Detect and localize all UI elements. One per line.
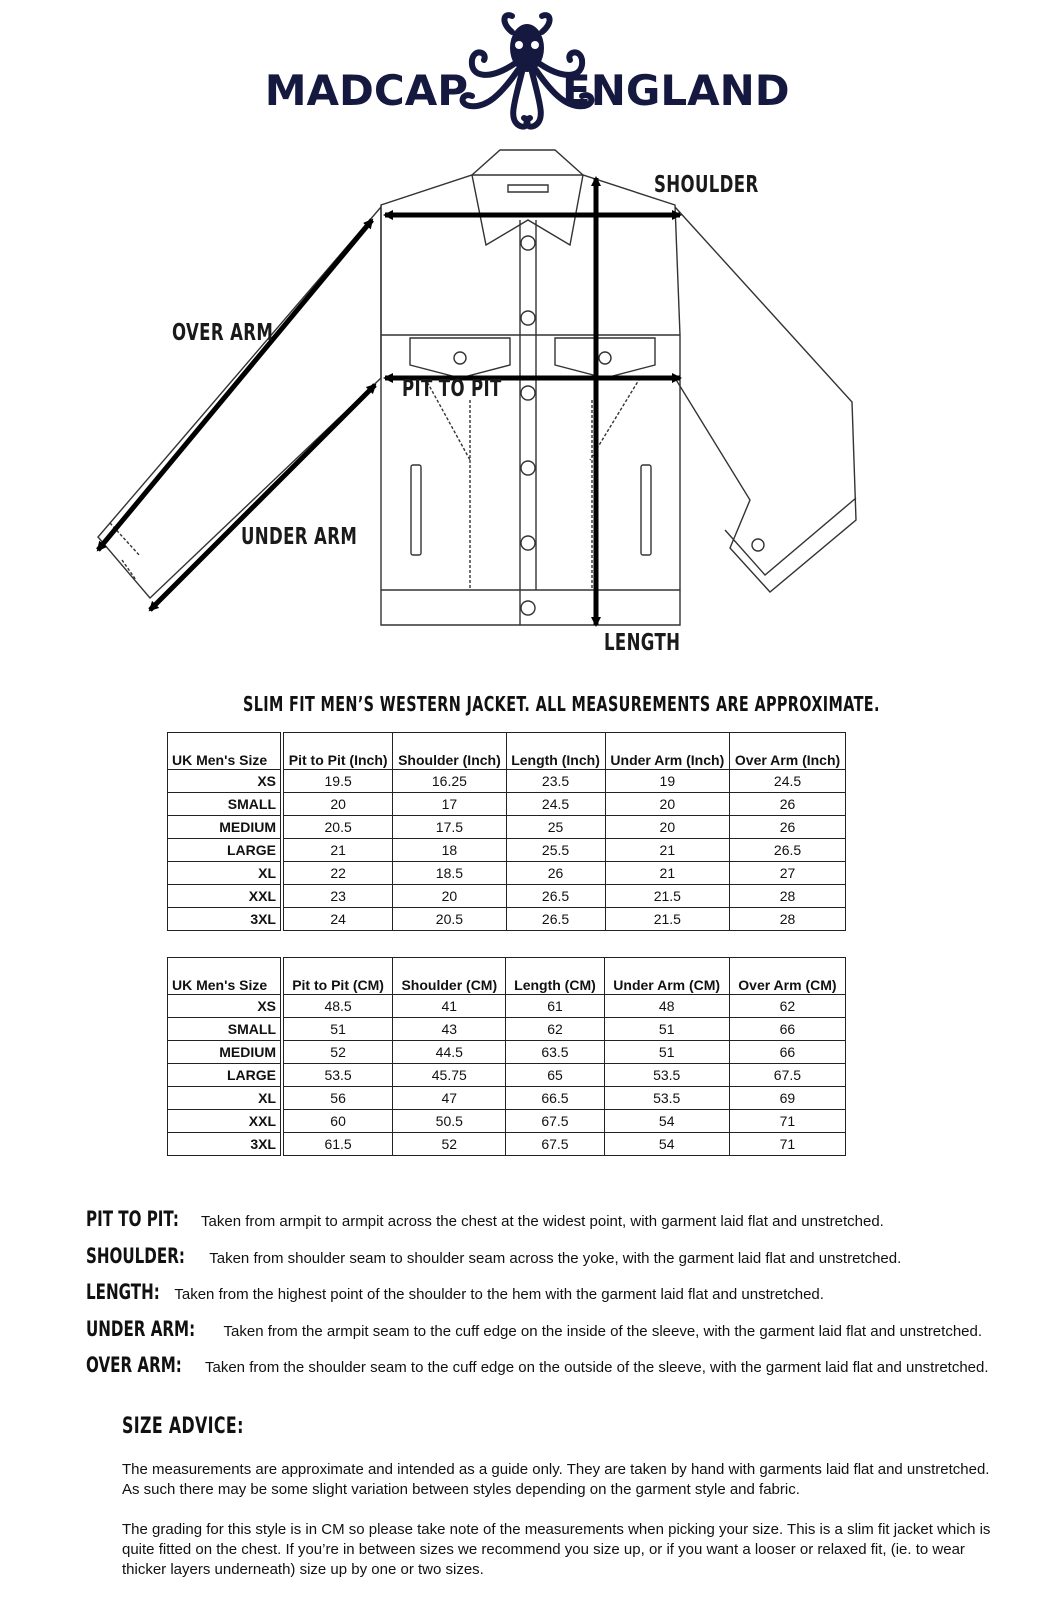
table-row [168, 1041, 846, 1064]
table-cell: 22 [282, 862, 393, 885]
table-cell: 44.5 [393, 1041, 506, 1064]
over-arm-arrow [98, 220, 372, 550]
size-advice-paragraph: The grading for this style is in CM so please take note of the measurements when picking your size. This is a slim fit jacket which is quite fitted on the chest. If you’re in between sizes we recommend you size up, or if you want a looser or relaxed fit, (ie. to wear thicker layers underneath) size up by one or two sizes. [122, 1521, 991, 1578]
table-cell: 66 [729, 1041, 845, 1064]
size-cell: XXL [168, 885, 283, 908]
size-advice-paragraph: The measurements are approximate and intended as a guide only. They are taken by hand with garments laid flat and unstretched. As such there may be some slight variation between styles depending on the garment style and fabric. [122, 1461, 990, 1498]
table-cell: 23 [282, 885, 393, 908]
jacket-diagram [0, 140, 1054, 660]
table-row [168, 1087, 846, 1110]
table-cell: 61 [506, 995, 604, 1018]
table-cell: 25 [506, 816, 605, 839]
size-cell: LARGE [168, 1064, 283, 1087]
table-cell: 19.5 [282, 770, 393, 793]
table-cell: 51 [604, 1018, 729, 1041]
table-cell: 67.5 [729, 1064, 845, 1087]
table-cell: 21 [605, 839, 730, 862]
table-cell: 61.5 [282, 1133, 393, 1156]
table-cell: 21 [282, 839, 393, 862]
header-length: Length (Inch) [506, 733, 605, 770]
table-row [168, 1110, 846, 1133]
table-cell: 67.5 [506, 1133, 604, 1156]
table-cell: 43 [393, 1018, 506, 1041]
table-cell: 18.5 [393, 862, 506, 885]
table-cell: 20.5 [282, 816, 393, 839]
table-cell: 16.25 [393, 770, 506, 793]
table-row [168, 885, 846, 908]
table-cell: 54 [604, 1133, 729, 1156]
size-cell: LARGE [168, 839, 283, 862]
shoulder-label: SHOULDER [654, 172, 759, 198]
table-cell: 18 [393, 839, 506, 862]
table-cell: 20 [605, 793, 730, 816]
table-cell: 52 [282, 1041, 393, 1064]
table-cell: 54 [604, 1110, 729, 1133]
table-cell: 20 [282, 793, 393, 816]
table-cell: 53.5 [282, 1064, 393, 1087]
table-row [168, 1064, 846, 1087]
definition-under-arm [86, 1317, 982, 1341]
table-cell: 51 [604, 1041, 729, 1064]
size-cell: SMALL [168, 1018, 283, 1041]
table-cell: 53.5 [604, 1064, 729, 1087]
brand-logo [0, 8, 1054, 138]
table-header-row [168, 958, 846, 995]
header-under-arm: Under Arm (CM) [604, 958, 729, 995]
table-cell: 62 [506, 1018, 604, 1041]
table-cell: 52 [393, 1133, 506, 1156]
table-cell: 53.5 [604, 1087, 729, 1110]
definition-term: PIT TO PIT: [86, 1207, 179, 1231]
table-cell: 48 [604, 995, 729, 1018]
definition-term: UNDER ARM: [86, 1317, 196, 1341]
header-length: Length (CM) [506, 958, 604, 995]
definition-text: Taken from armpit to armpit across the chest at the widest point, with garment laid flat and unstretched. [201, 1213, 884, 1230]
definition-over-arm [86, 1353, 989, 1377]
brand-right-word: ENGLAND [562, 66, 790, 115]
size-cell: 3XL [168, 908, 283, 931]
table-row [168, 793, 846, 816]
table-cell: 20.5 [393, 908, 506, 931]
table-cell: 20 [605, 816, 730, 839]
table-cell: 26.5 [730, 839, 846, 862]
definition-text: Taken from the armpit seam to the cuff edge on the inside of the sleeve, with the garment laid flat and unstretched. [223, 1323, 983, 1340]
table-cell: 20 [393, 885, 506, 908]
table-cell: 66 [729, 1018, 845, 1041]
table-row [168, 908, 846, 931]
header-size: UK Men's Size [168, 958, 283, 995]
pit-to-pit-label: PIT TO PIT [402, 376, 502, 402]
table-cell: 50.5 [393, 1110, 506, 1133]
table-cell: 69 [729, 1087, 845, 1110]
table-cell: 26 [730, 793, 846, 816]
table-cell: 71 [729, 1133, 845, 1156]
table-cell: 66.5 [506, 1087, 604, 1110]
header-under-arm: Under Arm (Inch) [605, 733, 730, 770]
table-cell: 21 [605, 862, 730, 885]
brand-left-word: MADCAP [264, 66, 468, 115]
over-arm-label: OVER ARM [172, 320, 274, 346]
table-row [168, 1133, 846, 1156]
header-shoulder: Shoulder (Inch) [393, 733, 506, 770]
table-row [168, 770, 846, 793]
definition-text: Taken from the shoulder seam to the cuff edge on the outside of the sleeve, with the garment laid flat and unstretched. [205, 1359, 989, 1376]
definition-text: Taken from the highest point of the shoulder to the hem with the garment laid flat and unstretched. [174, 1286, 824, 1303]
table-cell: 17 [393, 793, 506, 816]
table-cell: 25.5 [506, 839, 605, 862]
size-cell: XS [168, 995, 283, 1018]
under-arm-arrow [150, 385, 375, 610]
header-pit: Pit to Pit (CM) [282, 958, 393, 995]
size-cell: 3XL [168, 1133, 283, 1156]
size-cell: SMALL [168, 793, 283, 816]
under-arm-label: UNDER ARM [241, 524, 358, 550]
definition-term: OVER ARM: [86, 1353, 182, 1377]
table-cell: 48.5 [282, 995, 393, 1018]
table-cell: 26 [730, 816, 846, 839]
table-row [168, 995, 846, 1018]
size-cell: MEDIUM [168, 1041, 283, 1064]
header-pit: Pit to Pit (Inch) [282, 733, 393, 770]
inch-size-table [167, 732, 846, 931]
table-row [168, 1018, 846, 1041]
table-cell: 26.5 [506, 908, 605, 931]
table-cell: 47 [393, 1087, 506, 1110]
table-cell: 56 [282, 1087, 393, 1110]
table-cell: 23.5 [506, 770, 605, 793]
table-row [168, 839, 846, 862]
table-cell: 21.5 [605, 908, 730, 931]
chart-heading: SLIM FIT MEN’S WESTERN JACKET. ALL MEASUREMENTS ARE APPROXIMATE. [243, 692, 880, 716]
size-cell: XL [168, 862, 283, 885]
table-cell: 27 [730, 862, 846, 885]
size-cell: XS [168, 770, 283, 793]
table-cell: 60 [282, 1110, 393, 1133]
table-cell: 24.5 [506, 793, 605, 816]
table-row [168, 816, 846, 839]
header-over-arm: Over Arm (Inch) [730, 733, 846, 770]
table-cell: 24.5 [730, 770, 846, 793]
definition-pit-to-pit [86, 1207, 884, 1231]
definition-term: LENGTH: [86, 1280, 160, 1304]
definition-term: SHOULDER: [86, 1244, 185, 1268]
definition-shoulder [86, 1244, 901, 1268]
size-cell: MEDIUM [168, 816, 283, 839]
table-cell: 71 [729, 1110, 845, 1133]
header-over-arm: Over Arm (CM) [729, 958, 845, 995]
table-cell: 65 [506, 1064, 604, 1087]
definition-length [86, 1280, 824, 1304]
table-cell: 21.5 [605, 885, 730, 908]
header-shoulder: Shoulder (CM) [393, 958, 506, 995]
table-row [168, 862, 846, 885]
table-cell: 26.5 [506, 885, 605, 908]
size-cell: XL [168, 1087, 283, 1110]
table-cell: 26 [506, 862, 605, 885]
header-size: UK Men's Size [168, 733, 283, 770]
table-cell: 45.75 [393, 1064, 506, 1087]
cm-size-table [167, 957, 846, 1156]
table-cell: 17.5 [393, 816, 506, 839]
table-cell: 41 [393, 995, 506, 1018]
definition-text: Taken from shoulder seam to shoulder seam across the yoke, with the garment laid flat and unstretched. [209, 1250, 902, 1267]
table-header-row [168, 733, 846, 770]
size-cell: XXL [168, 1110, 283, 1133]
table-cell: 51 [282, 1018, 393, 1041]
table-cell: 28 [730, 908, 846, 931]
table-cell: 28 [730, 885, 846, 908]
size-advice-title: SIZE ADVICE: [122, 1414, 244, 1439]
table-cell: 67.5 [506, 1110, 604, 1133]
table-cell: 63.5 [506, 1041, 604, 1064]
table-cell: 62 [729, 995, 845, 1018]
table-cell: 19 [605, 770, 730, 793]
length-label: LENGTH [604, 630, 681, 656]
table-cell: 24 [282, 908, 393, 931]
